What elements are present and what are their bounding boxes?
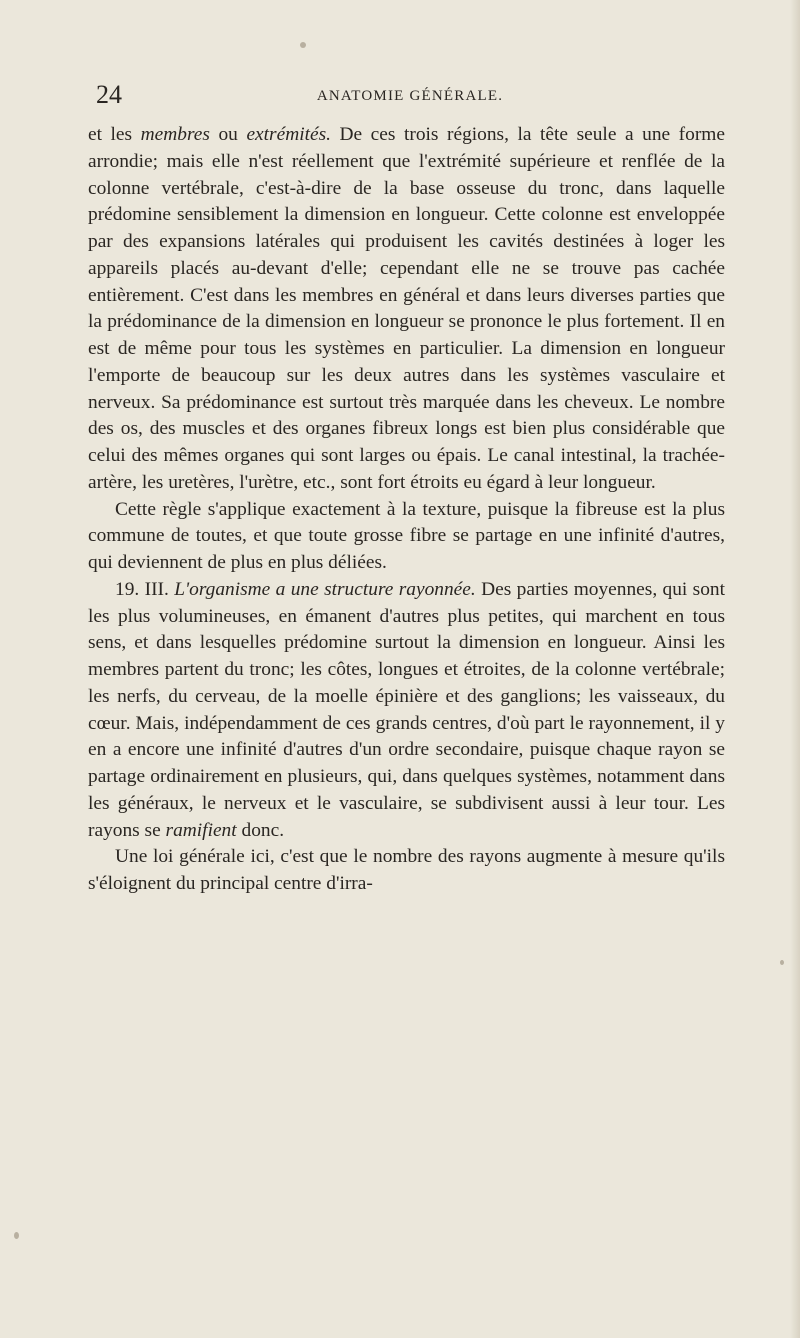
italic-text-segment: membres xyxy=(140,124,210,145)
text-segment: Cette règle s'applique exactement à la texture, puisque la fibreuse est la plus commune de toutes, et que toute grosse fibre se partage en une infinité d'autres, qui deviennent de plus en plus déliées. xyxy=(88,498,725,573)
running-title: ANATOMIE GÉNÉRALE. xyxy=(316,88,504,104)
italic-text-segment: extrémités. xyxy=(246,124,331,145)
text-segment: De ces trois régions, la tête seule a une forme arrondie; mais elle n'est réellement que l'extrémité supérieure et renflée de la colonne vertébrale, c'est-à-dire de la base osseuse du tronc, dans laquelle prédomine sensiblement la dimension en longueur. Cette colonne est enveloppée par des expansions latérales qui produisent les cavités destinées à loger les appareils placés au-devant d'elle; cependant elle ne se trouve pas cachée entièrement. C'est dans les membres en général et dans leurs diverses parties que la prédominance de la dimension en longueur se prononce le plus fortement. Il en est de même pour tous les systèmes en particulier. La dimension en longueur l'emporte de beaucoup sur les deux autres dans les systèmes vasculaire et nerveux. Sa prédominance est surtout très marquée dans les cheveux. Le nombre des os, des muscles et des organes fibreux longs est bien plus considérable que celui des mêmes organes qui sont larges ou épais. Le canal intestinal, la trachée-artère, les uretères, l'urètre, etc., sont fort étroits eu égard à leur longueur. xyxy=(88,124,725,493)
text-segment: Une loi générale ici, c'est que le nombre des rayons augmente à mesure qu'ils s'éloignent du principal centre d'irra- xyxy=(88,846,725,894)
text-segment: donc. xyxy=(236,819,285,841)
text-segment: ou xyxy=(209,124,247,145)
paragraph-3 xyxy=(88,577,725,845)
text-segment: Des parties moyennes, qui sont les plus volumineuses, en émanent d'autres plus petites, qui marchent en tous sens, et dans lesquelles prédomine surtout la dimension en longueur. Ainsi les membres partent du tronc; les côtes, longues et étroites, de la colonne vertébrale; les nerfs, du cerveau, de la moelle épinière et des ganglions; les vaisseaux, du cœur. Mais, indépendamment de ces grands centres, d'où part le rayonnement, il y en a encore une infinité d'autres d'un ordre secondaire, puisque chaque rayon se partage ordinairement en plusieurs, qui, dans quelques systèmes, notamment dans les généraux, le nerveux et le vasculaire, se subdivisent aussi à leur tour. Les rayons se xyxy=(88,578,726,841)
paragraph-4 xyxy=(88,844,725,898)
paper-speck xyxy=(300,42,306,48)
text-segment: 19. III. xyxy=(115,578,175,600)
paper-speck xyxy=(780,960,784,965)
italic-text-segment: ramifient xyxy=(165,819,237,841)
italic-text-segment: L'organisme a une structure rayonnée. xyxy=(174,578,476,600)
page-number: 24 xyxy=(96,80,122,109)
page-edge-shadow xyxy=(790,0,800,1338)
body-text xyxy=(88,122,725,898)
paper-speck xyxy=(14,1232,19,1239)
paragraph-1 xyxy=(88,122,725,497)
text-segment: et les xyxy=(88,124,141,145)
paragraph-2 xyxy=(88,497,725,577)
